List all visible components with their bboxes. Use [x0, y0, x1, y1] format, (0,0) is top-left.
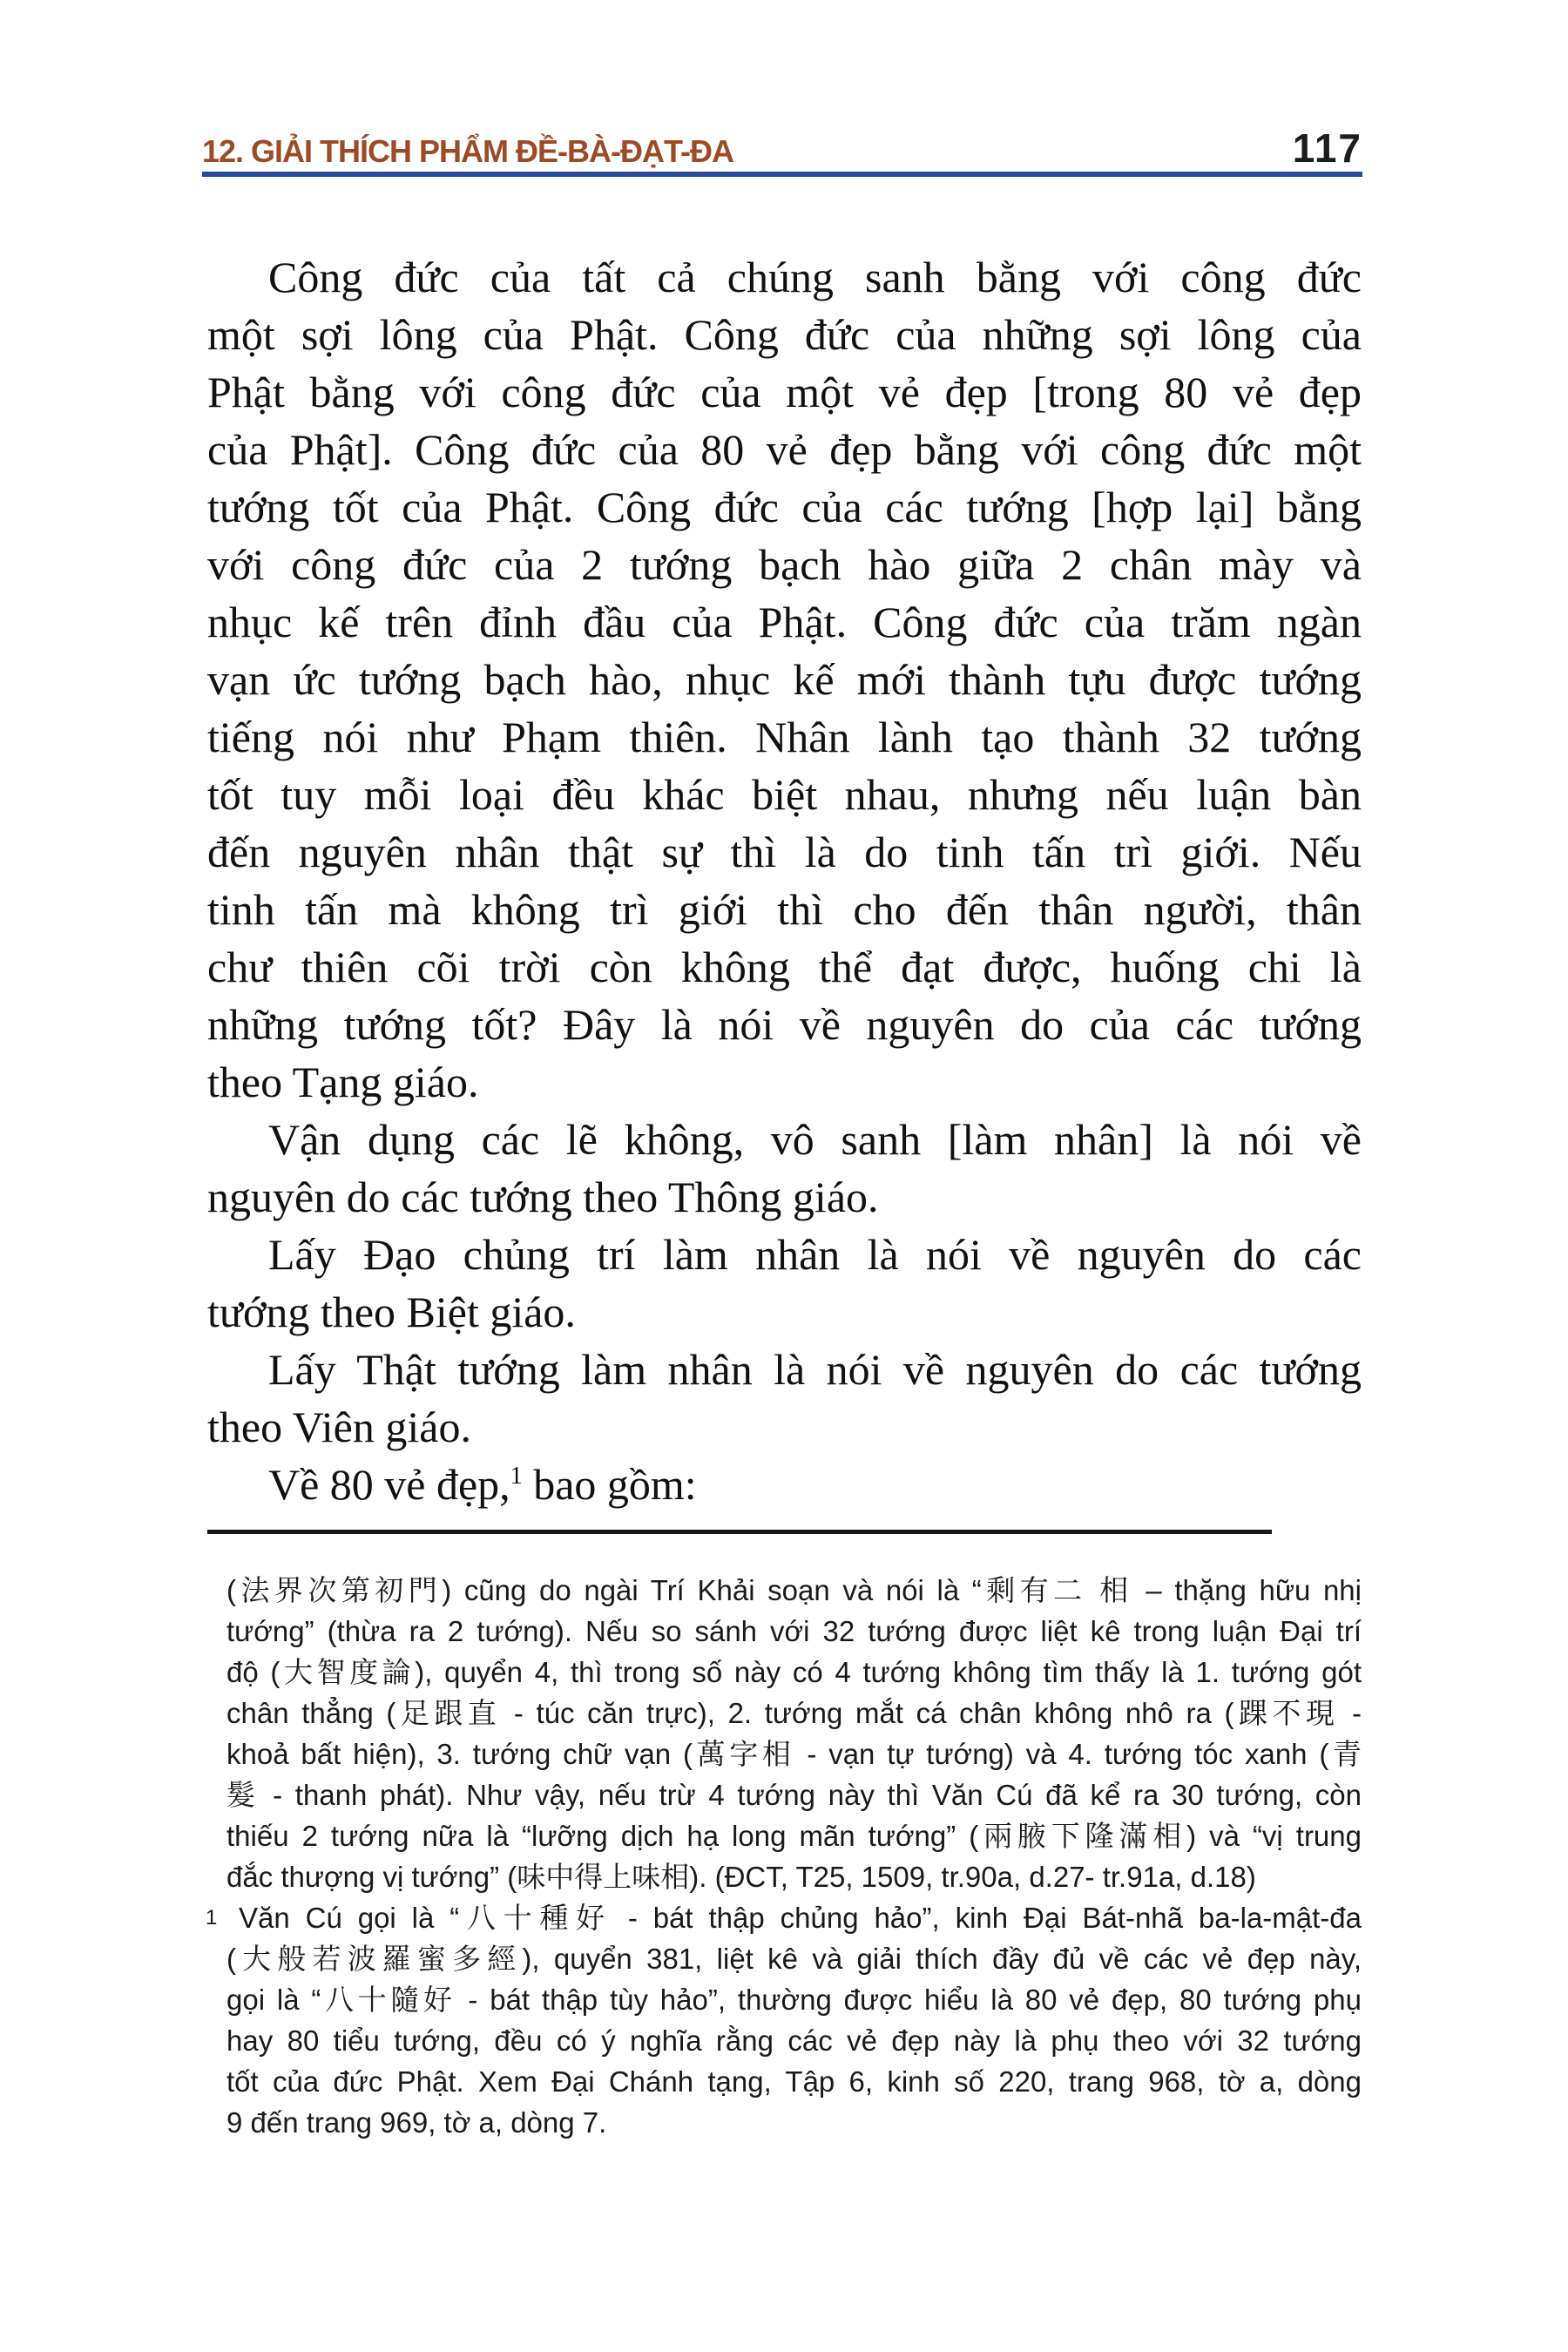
footnote-1-marker: 1: [206, 1906, 218, 1930]
paragraph-1: Công đức của tất cả chúng sanh bằng với công đức một sợi lông của Phật. Công đức của những sợi lông của Phật bằng với công đức của một vẻ đẹp [trong 80 vẻ đẹp của Phật]. Công đức của 80 vẻ đẹp bằng với công đức một tướng tốt của Phật. Công đức của các tướng [hợp lại] bằng với công đức của 2 tướng bạch hào giữa 2 chân mày và nhục kế trên đỉnh đầu của Phật. Công đức của trăm ngàn vạn ức tướng bạch hào, nhục kế mới thành tựu được tướng tiếng nói như Phạm thiên. Nhân lành tạo thành 32 tướng tốt tuy mỗi loại đều khác biệt nhau, nhưng nếu luận bàn đến nguyên nhân thật sự thì là do tinh tấn trì giới. Nếu tinh tấn mà không trì giới thì cho đến thân người, thân chư thiên cõi trời còn không thể đạt được, huống chi là những tướng tốt? Đây là nói về nguyên do của các tướng theo Tạng giáo.: [207, 253, 1362, 1106]
footnote-continuation: (法界次第初門) cũng do ngài Trí Khải soạn và nói là “剩有二 相 – thặng hữu nhị tướng” (thừa ra 2 tướng). Nếu so sánh với 32 tướng được liệt kê trong luận Đại trí độ (大智度論), quyển 4, thì trong số này có 4 tướng không tìm thấy là 1. tướng gót chân thẳng (足跟直 - túc căn trực), 2. tướng mắt cá chân không nhô ra (踝不現 - khoả bất hiện), 3. tướng chữ vạn (萬字相 - vạn tự tướng) và 4. tướng tóc xanh (青 髮 - thanh phát). Như vậy, nếu trừ 4 tướng này thì Văn Cú đã kể ra 30 tướng, còn thiếu 2 tướng nữa là “lưỡng dịch hạ long mãn tướng” (兩腋下隆滿相) và “vị trung đắc thượng vị tướng” (味中得上味相). (ĐCT, T25, 1509, tr.90a, d.27- tr.91a, d.18): [226, 1574, 1362, 1893]
paragraph-2: Vận dụng các lẽ không, vô sanh [làm nhân] là nói về nguyên do các tướng theo Thông giáo.: [207, 1115, 1362, 1221]
page-number: 117: [1292, 125, 1362, 171]
chapter-title: 12. GIẢI THÍCH PHẨM ĐỀ-BÀ-ĐẠT-ĐA: [202, 133, 734, 169]
footnote-separator-rule: [207, 1530, 1272, 1534]
footnotes: [206, 1570, 1362, 2143]
footnote-1: [206, 1897, 1362, 2143]
final-line-post: bao gồm:: [522, 1460, 697, 1509]
paragraph-4: Lấy Thật tướng làm nhân là nói về nguyên do các tướng theo Viên giáo.: [207, 1345, 1362, 1451]
footnote-1-text: Văn Cú gọi là “八十種好 - bát thập chủng hảo”, kinh Đại Bát-nhã ba-la-mật-đa (大般若波羅蜜多經), quyển 381, liệt kê và giải thích đầy đủ về các vẻ đẹp này, gọi là “八十隨好 - bát thập tùy hảo”, thường được hiểu là 80 vẻ đẹp, 80 tướng phụ hay 80 tiểu tướng, đều có ý nghĩa rằng các vẻ đẹp này là phụ theo với 32 tướng tốt của đức Phật. Xem Đại Chánh tạng, Tập 6, kinh số 220, trang 968, tờ a, dòng 9 đến trang 969, tờ a, dòng 7.: [226, 1902, 1362, 2139]
header-rule: [202, 172, 1362, 177]
body-text: [207, 248, 1362, 1513]
paragraph-3: Lấy Đạo chủng trí làm nhân là nói về nguyên do các tướng theo Biệt giáo.: [207, 1230, 1362, 1336]
footnote-reference: 1: [510, 1463, 523, 1490]
final-line-pre: Về 80 vẻ đẹp,: [268, 1460, 510, 1509]
paragraph-5: [207, 1456, 1362, 1513]
page-header: [202, 125, 1362, 172]
